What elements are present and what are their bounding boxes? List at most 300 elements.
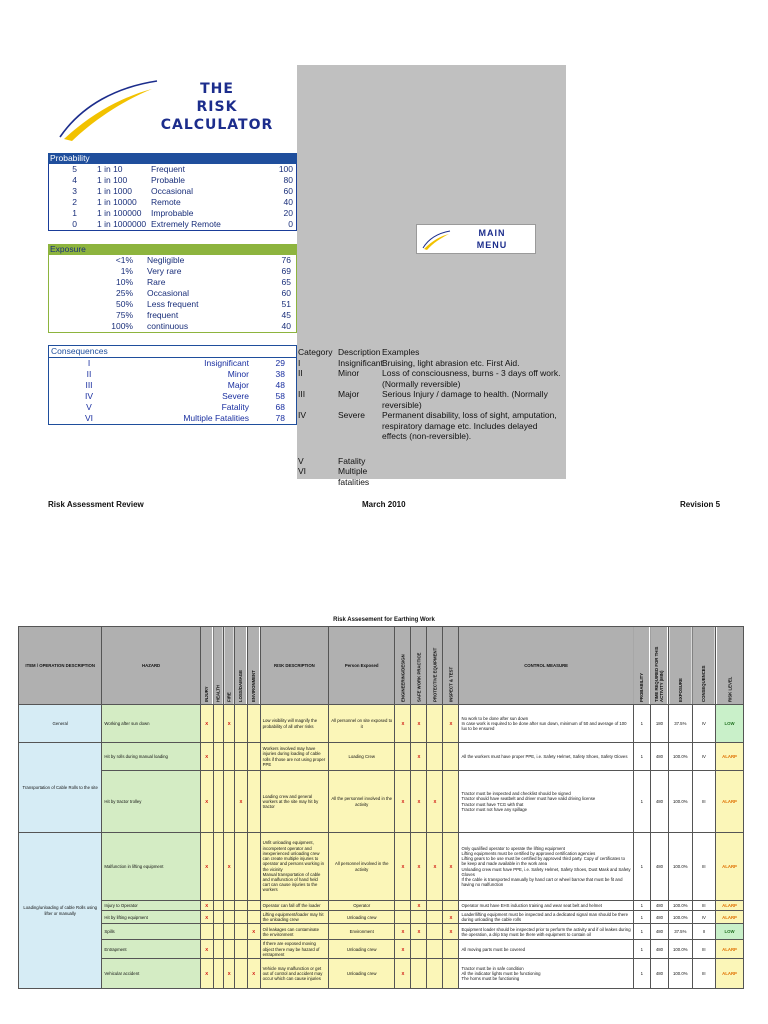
control-type-mark [411, 940, 427, 959]
risk-level-badge: ALARP [716, 833, 744, 901]
hazard-type-mark: X [200, 743, 213, 771]
consequence-value: 68 [275, 402, 285, 412]
hazard-type-mark: X [234, 771, 247, 833]
category-description: Multiple fatalities [338, 466, 370, 487]
control-type-mark: X [395, 705, 411, 743]
risk-description-cell: Loading crew and general workers at the site may hit by tractor [260, 771, 328, 833]
hazard-type-mark [234, 743, 247, 771]
control-measure-cell: Equipment loader should be inspected prior to perform the activity and if oil leakes during the operation, a drip tray must be there with equipment to contain oil [459, 924, 633, 940]
hazard-type-mark [213, 901, 224, 911]
risk-level-badge: ALARP [716, 771, 744, 833]
exposure-value: 60 [281, 288, 291, 298]
probability-value: 0 [288, 219, 293, 229]
table-row [19, 833, 744, 901]
logo-swoosh-icon [52, 75, 162, 145]
header-person-exposed: Person Exposed [329, 627, 395, 705]
time-cell: 480 [650, 959, 668, 989]
probability-cell: 1 [633, 940, 650, 959]
exposure-percent: 100% [111, 321, 133, 331]
consequence-row [49, 358, 296, 369]
exposure-cell: 37.5% [669, 924, 693, 940]
exposure-row [49, 321, 296, 332]
consequence-cell: III [692, 901, 716, 911]
category-code: II [298, 368, 303, 378]
person-exposed-cell: Unloading crew [329, 940, 395, 959]
category-rows [298, 358, 566, 488]
exposure-name: Rare [147, 277, 166, 287]
title-line: CALCULATOR [160, 117, 274, 133]
consequence-roman: VI [84, 413, 94, 423]
control-type-mark: X [427, 833, 443, 901]
probability-cell: 1 [633, 833, 650, 901]
probability-value: 80 [283, 175, 293, 185]
consequence-roman: IV [84, 391, 94, 401]
examples-header: Examples [382, 347, 420, 357]
time-cell: 480 [650, 924, 668, 940]
hazard-type-mark: X [200, 959, 213, 989]
person-exposed-cell: Unloading crew [329, 959, 395, 989]
risk-level-badge: ALARP [716, 743, 744, 771]
exposure-value: 51 [281, 299, 291, 309]
control-type-mark: X [395, 924, 411, 940]
control-type-mark [395, 911, 411, 924]
category-example: Loss of consciousness, burns - 3 days off work. (Normally reversible) [382, 368, 561, 389]
consequence-cell: III [692, 833, 716, 901]
person-exposed-cell: Loading Crew [329, 743, 395, 771]
category-example: Bruising, light abrasion etc. First Aid. [382, 357, 520, 368]
control-measure-cell: All moving parts must be covered [459, 940, 633, 959]
control-type-mark [411, 959, 427, 989]
consequence-value: 38 [275, 369, 285, 379]
risk-level-badge: ALARP [716, 901, 744, 911]
consequence-cell: II [692, 924, 716, 940]
consequence-name: Insignificant [204, 358, 249, 368]
risk-description-cell: Oil leakages can contaminate the environment [260, 924, 328, 940]
consequence-row [49, 369, 296, 380]
exposure-name: Occasional [147, 288, 190, 298]
hazard-cell: Entrapment [102, 940, 200, 959]
probability-name: Remote [151, 197, 181, 207]
control-type-mark: X [411, 771, 427, 833]
probability-cell: 1 [633, 924, 650, 940]
probability-cell: 1 [633, 901, 650, 911]
person-exposed-cell: Operator [329, 901, 395, 911]
category-description: Fatality [338, 455, 366, 466]
category-description: Insignificant [338, 357, 383, 368]
hazard-type-mark [213, 771, 224, 833]
hazard-type-mark [234, 833, 247, 901]
control-type-mark [427, 901, 443, 911]
category-header-row [298, 347, 566, 358]
exposure-cell: 100.0% [669, 959, 693, 989]
control-type-mark [443, 743, 459, 771]
footer-right: Revision 5 [680, 500, 721, 509]
control-type-mark: X [443, 705, 459, 743]
hazard-cell: Hit by tractor trolley [102, 771, 200, 833]
hazard-type-mark [224, 940, 235, 959]
header-item: ITEM / OPERATION DESCRIPTION [19, 627, 102, 705]
consequence-value: 58 [275, 391, 285, 401]
category-row [298, 389, 566, 410]
hazard-type-mark [213, 911, 224, 924]
control-type-mark [443, 771, 459, 833]
consequence-roman: I [87, 358, 91, 368]
probability-row [49, 164, 296, 175]
control-type-mark: X [395, 833, 411, 901]
exposure-name: frequent [147, 310, 179, 320]
consequence-name: Minor [227, 369, 249, 379]
hazard-type-mark [234, 940, 247, 959]
consequence-value: 78 [275, 413, 285, 423]
time-cell: 180 [650, 705, 668, 743]
probability-number: 3 [72, 186, 77, 196]
hazard-cell: Spills [102, 924, 200, 940]
control-measure-cell: Tractor must be in safe condition All the indicator lights must be functioning The horns must be functioning [459, 959, 633, 989]
title-line: THE [200, 81, 234, 97]
control-type-mark [427, 940, 443, 959]
header-ppe: PROTECTIVE EQUIPMENT [427, 627, 443, 705]
header-time: TIME REQUIRED FOR THIS ACTIVITY (MIN) [650, 627, 668, 705]
risk-table-header-row [19, 627, 744, 705]
control-type-mark: X [443, 924, 459, 940]
item-cell: Transportation of Cable Rolls to the site [19, 743, 102, 833]
probability-panel [48, 153, 297, 231]
header-loss: LOSS/DAMAGE [234, 627, 247, 705]
risk-description-cell: Lifting equipment/loader may hit the unloading crew [260, 911, 328, 924]
hazard-type-mark [213, 959, 224, 989]
category-example [382, 466, 562, 487]
consequence-cell: IV [692, 743, 716, 771]
consequence-value: 48 [275, 380, 285, 390]
hazard-type-mark [224, 901, 235, 911]
hazard-type-mark [213, 833, 224, 901]
risk-description-cell: If there are exposed moving object there may be hazard of entrapment [260, 940, 328, 959]
main-menu-line: MENU [476, 240, 508, 250]
category-row [298, 368, 566, 389]
consequence-roman: III [85, 380, 93, 390]
exposure-value: 45 [281, 310, 291, 320]
control-type-mark: X [443, 911, 459, 924]
consequence-row [49, 402, 296, 413]
probability-cell: 1 [633, 911, 650, 924]
hazard-type-mark [234, 924, 247, 940]
exposure-row [49, 255, 296, 266]
control-type-mark [427, 924, 443, 940]
hazard-cell: Injury to Operator [102, 901, 200, 911]
consequence-name: Multiple Fatalities [183, 413, 249, 423]
consequence-row [49, 380, 296, 391]
probability-frequency: 1 in 100 [97, 175, 128, 185]
main-menu-label [457, 227, 527, 251]
header-fire: FIRE [224, 627, 235, 705]
hazard-type-mark: X [200, 940, 213, 959]
header-risk-description: RISK DESCRIPTION [260, 627, 328, 705]
hazard-type-mark: X [200, 771, 213, 833]
probability-cell: 1 [633, 959, 650, 989]
probability-value: 20 [283, 208, 293, 218]
category-table [298, 347, 566, 487]
exposure-row [49, 310, 296, 321]
hazard-type-mark [247, 705, 260, 743]
header-consequences: CONSEQUENCES [692, 627, 716, 705]
probability-cell: 1 [633, 743, 650, 771]
risk-level-badge: ALARP [716, 911, 744, 924]
time-cell: 480 [650, 911, 668, 924]
exposure-row [49, 288, 296, 299]
exposure-percent: 25% [115, 288, 133, 298]
consequence-row [49, 391, 296, 402]
footer-left: Risk Assessment Review [48, 500, 144, 509]
probability-frequency: 1 in 10 [97, 164, 123, 174]
hazard-cell: Working after sun down [102, 705, 200, 743]
main-menu-line: MAIN [478, 228, 506, 238]
item-cell: Loading/unloading of cable Rolls using lifter or manually [19, 833, 102, 989]
hazard-type-mark [213, 743, 224, 771]
person-exposed-cell: All personnel involved in the activity [329, 833, 395, 901]
category-example: Permanent disability, loss of sight, amputation, respiratory damage etc. Includes delayed effects (non-reversible). [382, 410, 557, 441]
consequence-value: 29 [275, 358, 285, 368]
exposure-name: Very rare [147, 266, 182, 276]
control-type-mark: X [395, 940, 411, 959]
header-engineering: ENGINEERING/DESIGN [395, 627, 411, 705]
control-type-mark: X [411, 833, 427, 901]
control-type-mark: X [395, 771, 411, 833]
table-row [19, 911, 744, 924]
time-cell: 480 [650, 940, 668, 959]
risk-table-title: Risk Assesement for Earthing Work [333, 617, 435, 623]
exposure-panel [48, 244, 297, 333]
probability-value: 40 [283, 197, 293, 207]
hazard-type-mark [224, 924, 235, 940]
control-type-mark [427, 959, 443, 989]
category-code: IV [298, 410, 307, 420]
header-inspect: INSPECT & TEST [443, 627, 459, 705]
probability-number: 5 [72, 164, 77, 174]
probability-name: Occasional [151, 186, 194, 196]
risk-level-badge: ALARP [716, 940, 744, 959]
risk-description-cell: Unfit unloading equipment, incompetent operator and inexperienced unloading crew can create multiple injuries to operator and persons working in the vicinity Manual transportation of cable and malfunction of hand held cart can cause injuries to the workers [260, 833, 328, 901]
control-type-mark [411, 911, 427, 924]
probability-frequency: 1 in 1000 [97, 186, 132, 196]
risk-description-cell: Workers involved may have injuries during loading of cable rolls if those are not using proper PPE [260, 743, 328, 771]
probability-number: 0 [72, 219, 77, 229]
hazard-type-mark [213, 940, 224, 959]
category-example [382, 456, 562, 467]
category-code: III [298, 389, 306, 399]
table-row [19, 771, 744, 833]
consequence-row [49, 413, 296, 424]
title-line: RISK [196, 99, 238, 115]
consequence-cell: III [692, 771, 716, 833]
probability-number: 2 [72, 197, 77, 207]
exposure-cell: 100.0% [669, 901, 693, 911]
consequence-cell: III [692, 959, 716, 989]
control-type-mark [395, 901, 411, 911]
control-type-mark [443, 940, 459, 959]
control-type-mark: X [411, 924, 427, 940]
category-description: Major [338, 389, 360, 399]
exposure-header: Exposure [48, 244, 297, 255]
table-row [19, 901, 744, 911]
exposure-row [49, 299, 296, 310]
probability-name: Extremely Remote [151, 219, 221, 229]
control-type-mark: X [395, 959, 411, 989]
category-description: Severe [338, 410, 365, 420]
hazard-type-mark [224, 911, 235, 924]
hazard-type-mark [247, 940, 260, 959]
exposure-cell: 100.0% [669, 833, 693, 901]
hazard-cell: Vehicular accident [102, 959, 200, 989]
hazard-type-mark [213, 924, 224, 940]
exposure-value: 76 [281, 255, 291, 265]
hazard-type-mark: X [200, 901, 213, 911]
probability-name: Improbable [151, 208, 194, 218]
time-cell: 480 [650, 743, 668, 771]
exposure-percent: <1% [115, 255, 133, 265]
category-row [298, 358, 566, 369]
control-measure-cell: Tractor must be inspected and checklist should be signed Tractor should have seatbelt and driver must have valid driving license Tractor must have TCG with that Tractor must not have any spillage [459, 771, 633, 833]
control-type-mark [443, 959, 459, 989]
table-row [19, 705, 744, 743]
control-measure-cell: Only qualified operator to operate the lifting equipment Lifting equipments must be certified by approved certification agencies Lifting gears to be use must be certified by approved third party. Copy of certificates to be keep and made available in the work area Unloading crew must have PPE, i.e. Safety Helmet, Safety Shoes, Dust Mask and Safety Gloves If the cable is transported manually by hand cart or wheel barrow that must be fit and having no malfunction [459, 833, 633, 901]
hazard-type-mark [200, 924, 213, 940]
hazard-type-mark [247, 901, 260, 911]
category-description: Minor [338, 368, 360, 378]
hazard-cell: Malfunction in lifting equipment [102, 833, 200, 901]
exposure-value: 69 [281, 266, 291, 276]
hazard-type-mark: X [224, 833, 235, 901]
header-safe-work: SAFE WORK PRACTICE [411, 627, 427, 705]
probability-header: Probability [48, 153, 297, 164]
control-measure-cell: Loader/lifting equipment must be inspected and a dedicated signal man should be there during unloading the cable rolls [459, 911, 633, 924]
risk-description-cell: Low visibility will magnify the probability of all other risks [260, 705, 328, 743]
hazard-type-mark: X [200, 833, 213, 901]
exposure-name: continuous [147, 321, 189, 331]
control-type-mark [427, 705, 443, 743]
exposure-row [49, 266, 296, 277]
probability-row [49, 186, 296, 197]
person-exposed-cell: Environment [329, 924, 395, 940]
probability-name: Frequent [151, 164, 186, 174]
hazard-type-mark: X [247, 924, 260, 940]
consequences-table [48, 358, 297, 425]
person-exposed-cell: All personnel on site exposed to it [329, 705, 395, 743]
header-control-measure: CONTROL MEASURE [459, 627, 633, 705]
probability-value: 60 [283, 186, 293, 196]
hazard-type-mark [234, 705, 247, 743]
time-cell: 480 [650, 771, 668, 833]
exposure-table [48, 255, 297, 333]
consequence-roman: V [86, 402, 92, 412]
hazard-type-mark [234, 901, 247, 911]
control-measure-cell: Operator must have EHS induction training and wear seat belt and helmet [459, 901, 633, 911]
exposure-name: Less frequent [147, 299, 199, 309]
main-menu-button[interactable] [416, 224, 536, 254]
probability-row [49, 197, 296, 208]
control-type-mark: X [411, 705, 427, 743]
header-risk-level: RISK LEVEL [716, 627, 744, 705]
category-code: I [298, 357, 301, 368]
footer-center: March 2010 [362, 500, 406, 509]
risk-description-cell: Vehicle may malfunction or get out of control and accident may occur which can cause injuries [260, 959, 328, 989]
description-header: Description [338, 347, 381, 357]
risk-description-cell: Operator can fall off the loader [260, 901, 328, 911]
hazard-cell: Hit by lifting equipment [102, 911, 200, 924]
probability-value: 100 [278, 164, 293, 174]
hazard-cell: Hit by rolls during manual loading [102, 743, 200, 771]
probability-number: 1 [72, 208, 77, 218]
exposure-cell: 100.0% [669, 940, 693, 959]
header-environment: ENVIRONMENT [247, 627, 260, 705]
risk-level-badge: ALARP [716, 959, 744, 989]
hazard-type-mark [224, 743, 235, 771]
consequences-panel [48, 345, 297, 425]
consequences-header: Consequences [48, 345, 297, 358]
hazard-type-mark [247, 771, 260, 833]
exposure-cell: 100.0% [669, 743, 693, 771]
person-exposed-cell: Unloading crew [329, 911, 395, 924]
risk-level-badge: LOW [716, 705, 744, 743]
exposure-percent: 1% [120, 266, 133, 276]
exposure-percent: 75% [115, 310, 133, 320]
hazard-type-mark [234, 959, 247, 989]
consequence-roman: II [86, 369, 92, 379]
control-type-mark: X [411, 901, 427, 911]
category-row [298, 456, 566, 467]
probability-row [49, 208, 296, 219]
hazard-type-mark: X [247, 959, 260, 989]
exposure-percent: 50% [115, 299, 133, 309]
category-example: Serious Injury / damage to health. (Normally reversible) [382, 389, 548, 410]
hazard-type-mark [213, 705, 224, 743]
category-row [298, 466, 566, 487]
control-type-mark [443, 901, 459, 911]
consequence-cell: III [692, 940, 716, 959]
exposure-name: Negligible [147, 255, 185, 265]
probability-cell: 1 [633, 771, 650, 833]
risk-assessment-table [18, 626, 744, 989]
table-row [19, 959, 744, 989]
exposure-cell: 100.0% [669, 771, 693, 833]
hazard-type-mark [234, 911, 247, 924]
hazard-type-mark: X [200, 911, 213, 924]
header-hazard: HAZARD [102, 627, 200, 705]
probability-frequency: 1 in 10000 [97, 197, 137, 207]
time-cell: 480 [650, 833, 668, 901]
consequence-name: Fatality [221, 402, 249, 412]
hazard-type-mark: X [224, 705, 235, 743]
probability-row [49, 219, 296, 230]
probability-table [48, 164, 297, 231]
calculator-title [152, 80, 282, 134]
category-code: VI [298, 466, 307, 476]
exposure-value: 65 [281, 277, 291, 287]
exposure-cell: 100.0% [669, 911, 693, 924]
risk-level-badge: LOW [716, 924, 744, 940]
probability-number: 4 [72, 175, 77, 185]
exposure-row [49, 277, 296, 288]
menu-swoosh-icon [421, 228, 451, 250]
probability-cell: 1 [633, 705, 650, 743]
header-exposure: EXPOSURE [669, 627, 693, 705]
consequence-name: Severe [222, 391, 249, 401]
probability-row [49, 175, 296, 186]
category-row [298, 410, 566, 442]
hazard-type-mark [224, 771, 235, 833]
table-row [19, 924, 744, 940]
control-type-mark: X [443, 833, 459, 901]
exposure-cell: 37.5% [669, 705, 693, 743]
